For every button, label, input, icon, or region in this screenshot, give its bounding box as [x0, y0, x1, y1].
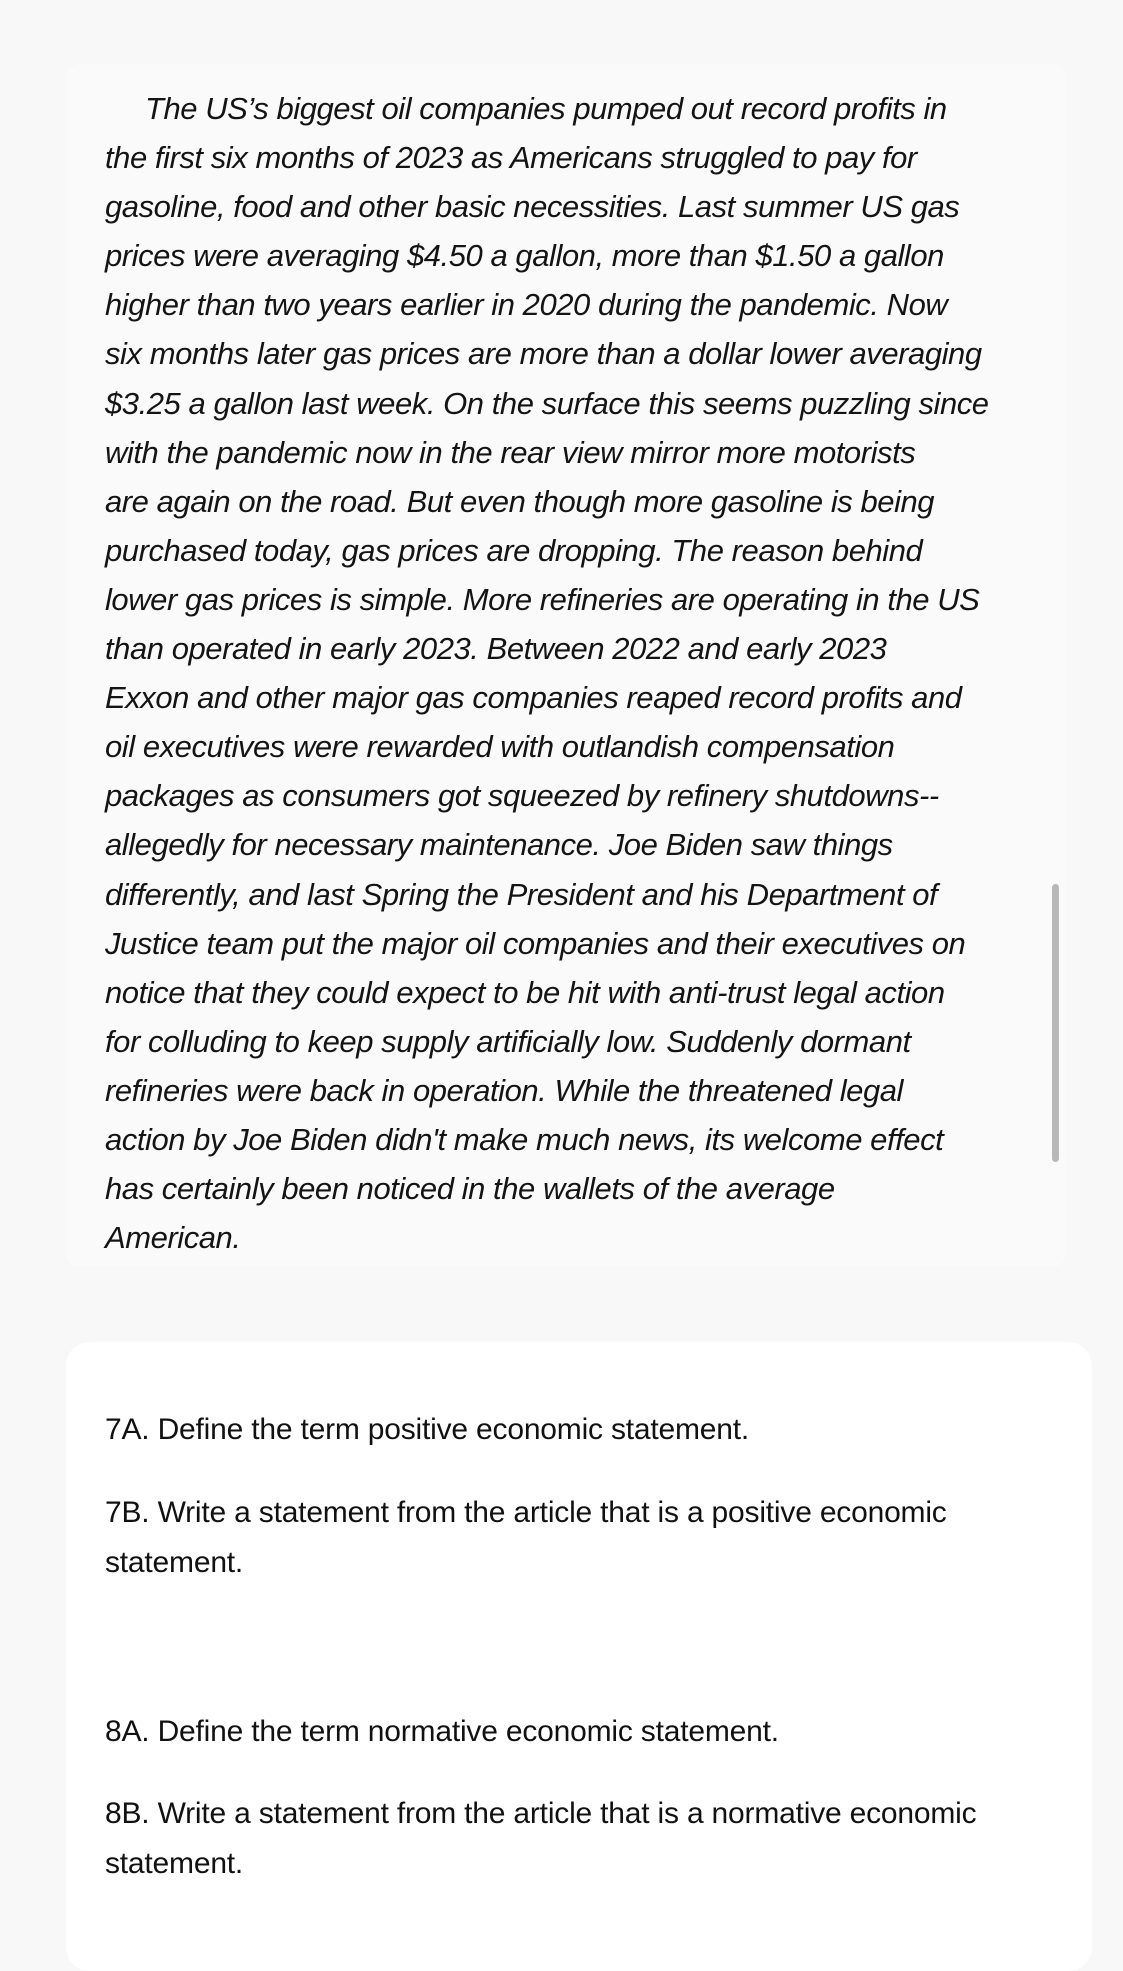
article-line: allegedly for necessary maintenance. Joe Biden saw things — [105, 827, 893, 863]
article-line: action by Joe Biden didn't make much news, its welcome effect — [105, 1121, 944, 1157]
article-line: six months later gas prices are more than a dollar lower averaging — [105, 336, 982, 372]
article-line: The US’s biggest oil companies pumped out record profits in — [145, 91, 947, 126]
article-line: Exxon and other major gas companies reaped record profits and — [105, 680, 962, 716]
article-line: the first six months of 2023 as Americans struggled to pay for — [105, 140, 917, 176]
article-line: oil executives were rewarded with outlandish compensation — [105, 729, 895, 765]
article-line: American. — [105, 1220, 241, 1256]
scrollbar-thumb[interactable] — [1052, 884, 1059, 1162]
article-line: differently, and last Spring the President and his Department of — [105, 876, 938, 912]
article-line: are again on the road. But even though more gasoline is being — [105, 483, 935, 519]
question-8b: 8B. Write a statement from the article that is a normative economic statement. — [105, 1797, 977, 1880]
article-line: Justice team put the major oil companies and their executives on — [105, 925, 966, 961]
article-line: lower gas prices is simple. More refineries are operating in the US — [105, 581, 980, 617]
question-7a: 7A. Define the term positive economic statement. — [105, 1413, 750, 1446]
question-8a: 8A. Define the term normative economic statement. — [105, 1715, 779, 1748]
article-line: has certainly been noticed in the wallets of the average — [105, 1171, 835, 1207]
article-line: gasoline, food and other basic necessities. Last summer US gas — [105, 189, 960, 225]
question-7b: 7B. Write a statement from the article that is a positive economic statement. — [105, 1496, 947, 1579]
article-line: for colluding to keep supply artificially low. Suddenly dormant — [105, 1023, 911, 1059]
article-line: purchased today, gas prices are dropping. The reason behind — [105, 532, 923, 568]
article-line: higher than two years earlier in 2020 during the pandemic. Now — [105, 287, 948, 323]
article-line: prices were averaging $4.50 a gallon, more than $1.50 a gallon — [105, 238, 944, 274]
article-line: $3.25 a gallon last week. On the surface this seems puzzling since — [105, 385, 989, 421]
article-line: packages as consumers got squeezed by refinery shutdowns-- — [105, 778, 939, 814]
article-line: with the pandemic now in the rear view mirror more motorists — [105, 434, 916, 470]
article-line: refineries were back in operation. While the threatened legal — [105, 1072, 903, 1108]
article-line: than operated in early 2023. Between 2022 and early 2023 — [105, 631, 887, 667]
article-passage — [105, 84, 1045, 1262]
article-line: notice that they could expect to be hit with anti-trust legal action — [105, 974, 945, 1010]
